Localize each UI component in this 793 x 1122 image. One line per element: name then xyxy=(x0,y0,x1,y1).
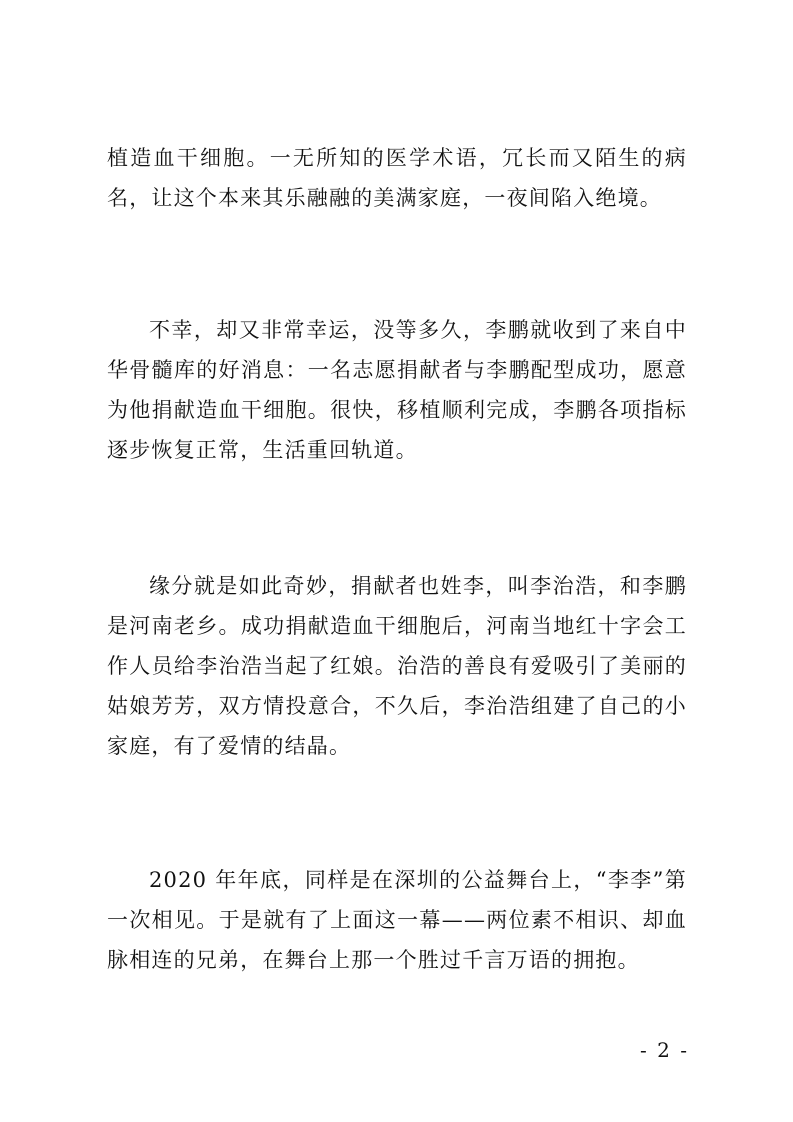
paragraph-first-meeting: 2020 年年底，同样是在深圳的公益舞台上，“李李”第一次相见。于是就有了上面这一幕——两位素不相识、却血脉相连的兄弟，在舞台上那一个胜过千言万语的拥抱。 xyxy=(107,868,687,972)
paragraph-continuation: 植造血干细胞。一无所知的医学术语，冗长而又陌生的病名，让这个本来其乐融融的美满家庭，一夜间陷入绝境。 xyxy=(107,146,687,210)
paragraph-bone-marrow-match: 不幸，却又非常幸运，没等多久，李鹏就收到了来自中华骨髓库的好消息：一名志愿捐献者与李鹏配型成功，愿意为他捐献造血干细胞。很快，移植顺利完成，李鹏各项指标逐步恢复正常，生活重回轨道。 xyxy=(107,318,687,462)
paragraph-donor-story: 缘分就是如此奇妙，捐献者也姓李，叫李治浩，和李鹏是河南老乡。成功捐献造血干细胞后，河南当地红十字会工作人员给李治浩当起了红娘。治浩的善良有爱吸引了美丽的姑娘芳芳，双方情投意合，不久后，李治浩组建了自己的小家庭，有了爱情的结晶。 xyxy=(107,574,687,758)
page-number: - 2 - xyxy=(640,1038,689,1062)
